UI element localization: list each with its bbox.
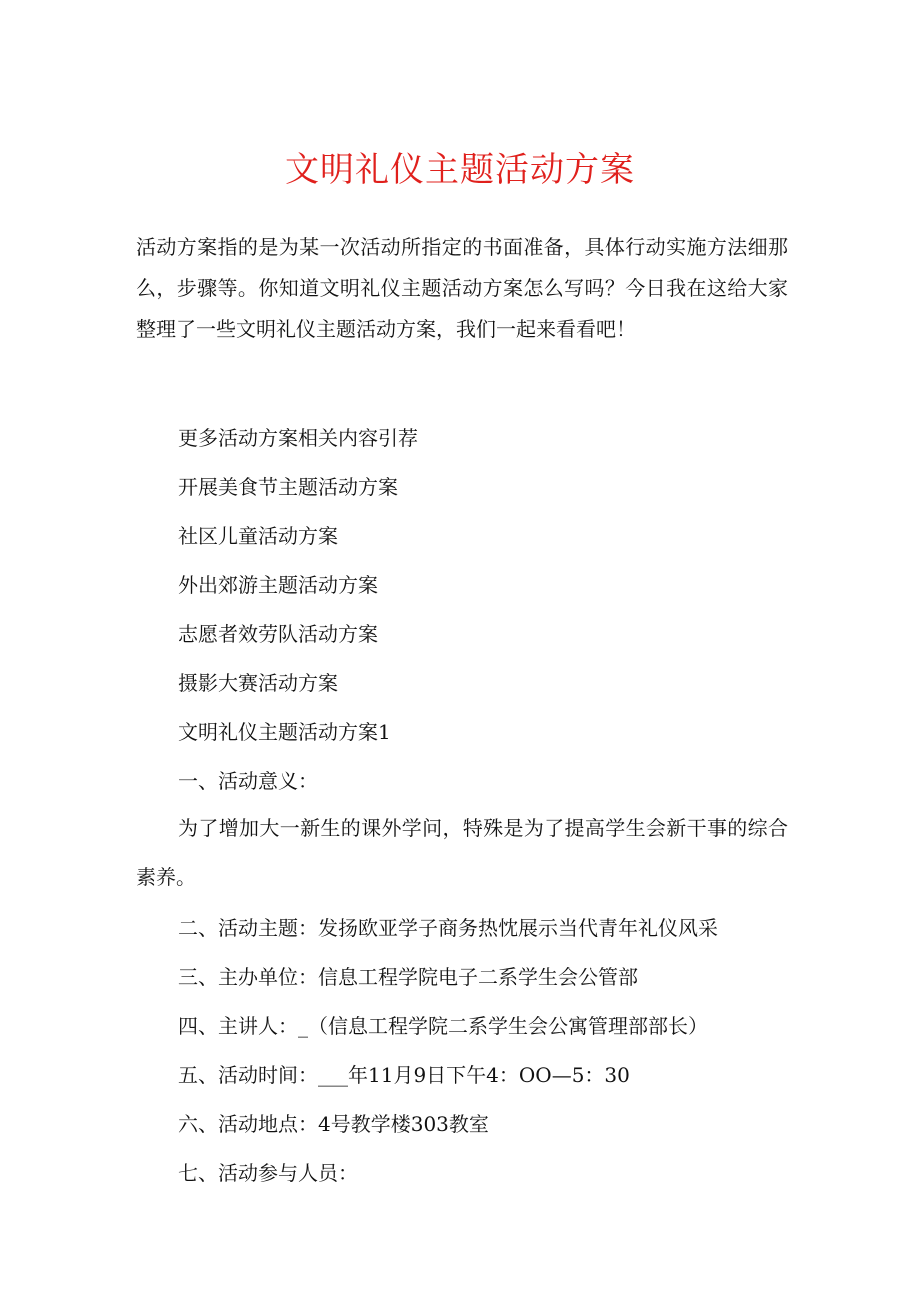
related-link[interactable]: 社区儿童活动方案 [178,524,338,548]
related-link[interactable]: 摄影大赛活动方案 [178,671,338,695]
significance-label: 一、活动意义： [178,769,318,793]
time-line: 五、活动时间：___年11月9日下午4：OO—5：30 [178,1063,630,1087]
theme-line: 二、活动主题：发扬欧亚学子商务热忱展示当代青年礼仪风采 [178,916,718,940]
speaker-line: 四、主讲人：_（信息工程学院二系学生会公寓管理部部长） [178,1014,708,1038]
intro-paragraph: 活动方案指的是为某一次活动所指定的书面准备，具体行动实施方法细那么，步骤等。你知道文明礼仪主题活动方案怎么写吗？今日我在这给大家整理了一些文明礼仪主题活动方案，我们一起来看看吧！ [136,235,788,341]
location-line: 六、活动地点：4号教学楼303教室 [178,1112,489,1136]
participants-line: 七、活动参与人员： [178,1161,358,1185]
significance-text: 为了增加大一新生的课外学问，特殊是为了提高学生会新干事的综合素养。 [136,816,788,889]
related-link[interactable]: 外出郊游主题活动方案 [178,573,378,597]
section-title: 文明礼仪主题活动方案1 [178,720,391,744]
organizer-line: 三、主办单位：信息工程学院电子二系学生会公管部 [178,965,638,989]
document-title: 文明礼仪主题活动方案 [285,150,635,190]
related-heading: 更多活动方案相关内容引荐 [178,426,418,450]
related-link[interactable]: 开展美食节主题活动方案 [178,475,398,499]
related-link[interactable]: 志愿者效劳队活动方案 [178,622,378,646]
